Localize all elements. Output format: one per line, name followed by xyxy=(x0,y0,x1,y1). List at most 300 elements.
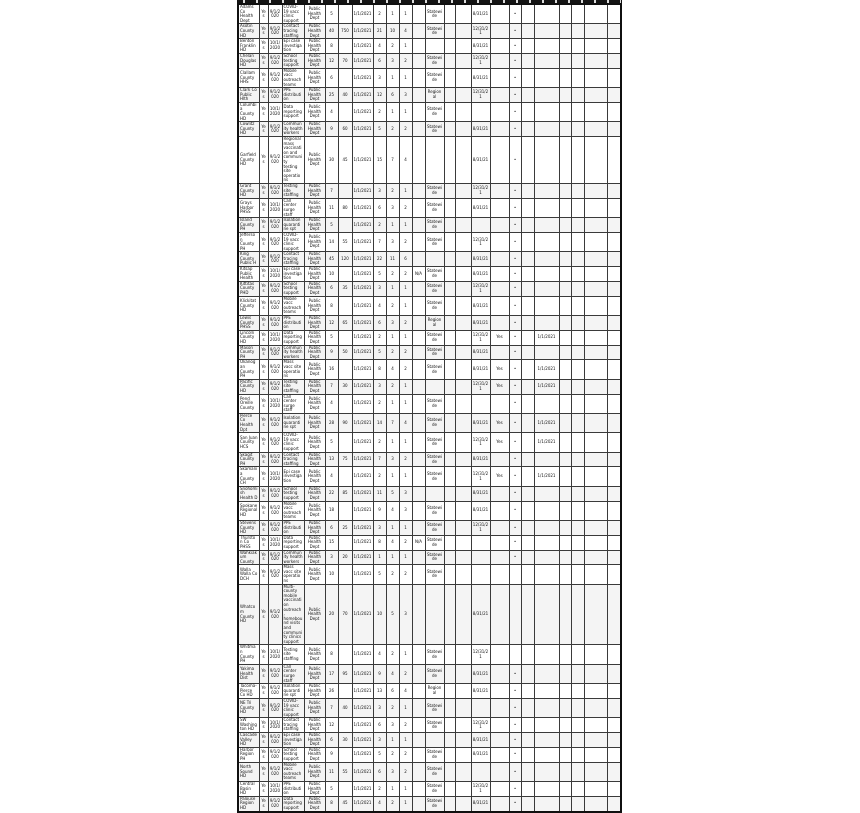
cell-flag-yes[interactable]: Yes xyxy=(259,379,268,394)
cell-empty[interactable] xyxy=(444,102,455,121)
cell-org-name[interactable]: SW Washington HD xyxy=(238,718,259,733)
cell-count-1[interactable]: 16 xyxy=(325,360,338,379)
cell-service-area[interactable]: Statewide xyxy=(425,122,444,137)
cell-empty[interactable] xyxy=(521,520,534,535)
cell-count-6[interactable] xyxy=(412,296,425,315)
cell-empty[interactable] xyxy=(455,53,471,68)
cell-empty[interactable] xyxy=(444,718,455,733)
cell-end-date[interactable] xyxy=(471,762,490,781)
cell-empty[interactable] xyxy=(584,520,607,535)
cell-org-name[interactable]: Cowlitz County HD xyxy=(238,122,259,137)
cell-department[interactable]: Public Health Dept xyxy=(304,698,325,717)
cell-service-area[interactable]: Statewide xyxy=(425,198,444,217)
cell-count-1[interactable]: 7 xyxy=(325,379,338,394)
cell-count-3[interactable]: 3 xyxy=(373,183,386,198)
cell-service-area[interactable] xyxy=(425,252,444,267)
cell-empty[interactable] xyxy=(607,433,621,452)
cell-empty[interactable] xyxy=(559,733,571,748)
cell-end-date[interactable]: 12/31/21 xyxy=(471,88,490,103)
cell-empty[interactable] xyxy=(571,137,584,184)
cell-effective-date[interactable]: 1/1/2021 xyxy=(352,122,373,137)
cell-empty[interactable] xyxy=(584,782,607,797)
cell-count-5[interactable]: 1 xyxy=(399,394,412,413)
cell-effective-date[interactable]: 1/1/2021 xyxy=(352,762,373,781)
cell-empty[interactable] xyxy=(521,252,534,267)
cell-marker[interactable]: • xyxy=(509,122,521,137)
cell-count-5[interactable]: 1 xyxy=(399,39,412,54)
cell-empty[interactable] xyxy=(571,520,584,535)
cell-empty[interactable] xyxy=(607,102,621,121)
cell-empty[interactable] xyxy=(455,218,471,233)
cell-empty[interactable] xyxy=(607,584,621,645)
cell-empty[interactable] xyxy=(444,360,455,379)
cell-empty[interactable] xyxy=(571,550,584,565)
cell-extra-date[interactable] xyxy=(534,232,559,251)
cell-empty[interactable] xyxy=(444,267,455,282)
cell-department[interactable]: Public Health Dept xyxy=(304,4,325,24)
cell-flag-2[interactable] xyxy=(490,501,509,520)
cell-marker[interactable]: • xyxy=(509,535,521,550)
cell-empty[interactable] xyxy=(607,281,621,296)
cell-flag-2[interactable]: Yes xyxy=(490,467,509,486)
cell-start-date[interactable]: 9/1/2020 xyxy=(268,281,282,296)
cell-count-6[interactable] xyxy=(412,102,425,121)
cell-count-1[interactable]: 5 xyxy=(325,433,338,452)
cell-service-area[interactable]: Statewide xyxy=(425,698,444,717)
cell-count-6[interactable] xyxy=(412,345,425,360)
cell-flag-yes[interactable]: Yes xyxy=(259,88,268,103)
cell-flag-2[interactable] xyxy=(490,796,509,811)
cell-end-date[interactable]: 12/31/21 xyxy=(471,183,490,198)
cell-count-6[interactable] xyxy=(412,360,425,379)
cell-empty[interactable] xyxy=(584,684,607,699)
cell-count-4[interactable]: 1 xyxy=(386,782,399,797)
cell-flag-2[interactable] xyxy=(490,520,509,535)
cell-empty[interactable] xyxy=(559,501,571,520)
cell-count-3[interactable]: 4 xyxy=(373,645,386,664)
cell-count-3[interactable]: 9 xyxy=(373,501,386,520)
cell-flag-yes[interactable]: Yes xyxy=(259,68,268,87)
cell-end-date[interactable]: 8/31/21 xyxy=(471,68,490,87)
cell-count-2[interactable] xyxy=(338,267,352,282)
cell-empty[interactable] xyxy=(559,68,571,87)
cell-empty[interactable] xyxy=(444,520,455,535)
cell-empty[interactable] xyxy=(444,24,455,39)
cell-empty[interactable] xyxy=(584,68,607,87)
cell-empty[interactable] xyxy=(607,565,621,584)
cell-flag-2[interactable] xyxy=(490,645,509,664)
cell-start-date[interactable]: 9/1/2020 xyxy=(268,733,282,748)
cell-empty[interactable] xyxy=(571,467,584,486)
cell-extra-date[interactable] xyxy=(534,565,559,584)
cell-count-4[interactable]: 1 xyxy=(386,733,399,748)
cell-marker[interactable]: • xyxy=(509,467,521,486)
cell-empty[interactable] xyxy=(521,296,534,315)
cell-department[interactable]: Public Health Dept xyxy=(304,102,325,121)
cell-service-area[interactable]: Statewide xyxy=(425,330,444,345)
cell-empty[interactable] xyxy=(455,796,471,811)
cell-count-6[interactable] xyxy=(412,664,425,683)
cell-empty[interactable] xyxy=(559,747,571,762)
cell-empty[interactable] xyxy=(444,501,455,520)
cell-org-name[interactable]: Klickitat County HD xyxy=(238,296,259,315)
cell-count-2[interactable] xyxy=(338,394,352,413)
cell-description[interactable]: Data reporting support xyxy=(282,102,304,121)
cell-count-5[interactable]: 2 xyxy=(399,232,412,251)
cell-empty[interactable] xyxy=(607,413,621,432)
cell-end-date[interactable] xyxy=(471,535,490,550)
cell-count-4[interactable]: 2 xyxy=(386,296,399,315)
cell-department[interactable]: Public Health Dept xyxy=(304,535,325,550)
cell-end-date[interactable]: 8/31/21 xyxy=(471,501,490,520)
cell-empty[interactable] xyxy=(444,39,455,54)
cell-description[interactable]: Multi-county mobile vaccination outreach, homebound visits and community clinics support xyxy=(283,583,303,644)
cell-empty[interactable] xyxy=(607,137,621,184)
cell-start-date[interactable]: 10/1/2020 xyxy=(268,394,282,413)
cell-empty[interactable] xyxy=(559,433,571,452)
cell-description[interactable]: Mass vacc site operations xyxy=(282,565,304,584)
cell-count-1[interactable]: 8 xyxy=(325,39,338,54)
cell-count-4[interactable]: 2 xyxy=(386,565,399,584)
cell-empty[interactable] xyxy=(584,252,607,267)
cell-count-4[interactable]: 1 xyxy=(386,433,399,452)
cell-org-name[interactable]: Snohomish Health D xyxy=(240,485,258,500)
cell-description[interactable]: Mobile vacc outreach teams xyxy=(282,296,304,315)
cell-effective-date[interactable]: 1/1/2021 xyxy=(352,68,373,87)
cell-flag-yes[interactable]: Yes xyxy=(259,394,268,413)
cell-org-name[interactable]: Cascade Valley HD xyxy=(238,733,259,748)
cell-count-2[interactable]: 45 xyxy=(338,137,352,184)
cell-count-5[interactable]: 1 xyxy=(399,330,412,345)
cell-count-4[interactable]: 2 xyxy=(386,747,399,762)
cell-empty[interactable] xyxy=(584,413,607,432)
cell-start-date[interactable]: 9/1/2020 xyxy=(268,550,282,565)
cell-count-4[interactable]: 3 xyxy=(386,452,399,467)
cell-count-1[interactable]: 8 xyxy=(325,296,338,315)
cell-empty[interactable] xyxy=(521,88,534,103)
cell-org-name[interactable]: Whitman County PH xyxy=(238,645,259,664)
cell-end-date[interactable]: 12/31/21 xyxy=(471,24,490,39)
cell-end-date[interactable]: 8/31/21 xyxy=(471,345,490,360)
cell-service-area[interactable]: Statewide xyxy=(425,796,444,811)
cell-count-3[interactable]: 10 xyxy=(373,584,386,645)
cell-end-date[interactable] xyxy=(471,550,490,565)
cell-flag-2[interactable] xyxy=(490,316,509,331)
cell-count-3[interactable]: 3 xyxy=(373,733,386,748)
cell-end-date[interactable]: 8/31/21 xyxy=(471,267,490,282)
cell-empty[interactable] xyxy=(607,718,621,733)
cell-empty[interactable] xyxy=(584,218,607,233)
cell-count-3[interactable]: 1 xyxy=(373,550,386,565)
cell-extra-date[interactable] xyxy=(534,394,559,413)
cell-flag-2[interactable]: Yes xyxy=(490,330,509,345)
cell-end-date[interactable]: 8/31/21 xyxy=(471,198,490,217)
cell-flag-yes[interactable]: Yes xyxy=(259,501,268,520)
cell-department[interactable]: Public Health Dept xyxy=(304,330,325,345)
cell-description[interactable]: Testing site staffing xyxy=(282,379,304,394)
cell-description[interactable]: School testing support xyxy=(282,486,304,501)
cell-start-date[interactable]: 10/1/2020 xyxy=(268,102,282,121)
cell-empty[interactable] xyxy=(521,762,534,781)
cell-empty[interactable] xyxy=(444,379,455,394)
cell-service-area[interactable]: Statewide xyxy=(425,345,444,360)
cell-empty[interactable] xyxy=(455,684,471,699)
cell-start-date[interactable]: 9/1/2020 xyxy=(268,183,282,198)
cell-empty[interactable] xyxy=(559,796,571,811)
cell-department[interactable]: Public Health Dept xyxy=(304,467,325,486)
cell-org-name[interactable]: Island County PH xyxy=(238,218,259,233)
cell-extra-date[interactable] xyxy=(534,664,559,683)
cell-count-3[interactable]: 2 xyxy=(373,4,386,24)
cell-department[interactable]: Public Health Dept xyxy=(304,584,325,645)
cell-effective-date[interactable]: 1/1/2021 xyxy=(352,467,373,486)
cell-empty[interactable] xyxy=(584,316,607,331)
cell-effective-date[interactable]: 1/1/2021 xyxy=(352,394,373,413)
cell-count-6[interactable] xyxy=(412,198,425,217)
cell-service-area[interactable]: Statewide xyxy=(425,232,444,251)
cell-empty[interactable] xyxy=(521,24,534,39)
cell-empty[interactable] xyxy=(571,218,584,233)
cell-flag-2[interactable] xyxy=(490,137,509,184)
cell-empty[interactable] xyxy=(521,232,534,251)
cell-marker[interactable]: • xyxy=(509,345,521,360)
cell-empty[interactable] xyxy=(607,232,621,251)
cell-empty[interactable] xyxy=(607,68,621,87)
cell-effective-date[interactable]: 1/1/2021 xyxy=(352,733,373,748)
cell-empty[interactable] xyxy=(571,394,584,413)
cell-count-3[interactable]: 7 xyxy=(373,452,386,467)
cell-empty[interactable] xyxy=(607,379,621,394)
cell-count-1[interactable]: 18 xyxy=(325,501,338,520)
cell-count-3[interactable]: 4 xyxy=(373,39,386,54)
cell-end-date[interactable]: 12/31/21 xyxy=(471,281,490,296)
cell-count-2[interactable] xyxy=(338,218,352,233)
cell-empty[interactable] xyxy=(559,698,571,717)
cell-empty[interactable] xyxy=(521,584,534,645)
cell-flag-2[interactable] xyxy=(490,762,509,781)
cell-effective-date[interactable]: 1/1/2021 xyxy=(352,232,373,251)
cell-org-name[interactable]: Kittitas County PHD xyxy=(238,281,259,296)
cell-count-5[interactable]: 3 xyxy=(399,584,412,645)
cell-marker[interactable]: • xyxy=(509,733,521,748)
cell-extra-date[interactable] xyxy=(534,252,559,267)
cell-description[interactable]: Epi case investigation xyxy=(282,39,304,54)
cell-count-4[interactable]: 1 xyxy=(386,68,399,87)
cell-empty[interactable] xyxy=(571,252,584,267)
cell-description[interactable]: School testing support xyxy=(282,53,304,68)
cell-start-date[interactable]: 10/1/2020 xyxy=(268,330,282,345)
cell-service-area[interactable]: Statewide xyxy=(425,535,444,550)
cell-empty[interactable] xyxy=(559,232,571,251)
cell-flag-2[interactable] xyxy=(490,88,509,103)
cell-count-5[interactable]: 1 xyxy=(399,782,412,797)
cell-department[interactable]: Public Health Dept xyxy=(304,218,325,233)
cell-flag-yes[interactable]: Yes xyxy=(259,698,268,717)
cell-empty[interactable] xyxy=(559,252,571,267)
cell-empty[interactable] xyxy=(444,296,455,315)
cell-service-area[interactable]: Statewide xyxy=(425,520,444,535)
cell-description[interactable]: COVID-19 vacc clinic support xyxy=(282,232,304,251)
cell-count-1[interactable]: 11 xyxy=(325,198,338,217)
cell-org-name[interactable]: Lincoln County HD xyxy=(238,330,259,345)
cell-empty[interactable] xyxy=(571,584,584,645)
cell-count-2[interactable]: 65 xyxy=(338,316,352,331)
cell-count-5[interactable]: 3 xyxy=(399,501,412,520)
cell-flag-2[interactable] xyxy=(490,394,509,413)
cell-end-date[interactable]: 12/31/21 xyxy=(471,645,490,664)
cell-empty[interactable] xyxy=(607,218,621,233)
cell-count-1[interactable]: 25 xyxy=(325,88,338,103)
cell-description[interactable]: Data reporting support xyxy=(282,535,304,550)
cell-empty[interactable] xyxy=(571,664,584,683)
cell-extra-date[interactable] xyxy=(534,24,559,39)
cell-end-date[interactable]: 8/31/21 xyxy=(471,747,490,762)
cell-marker[interactable]: • xyxy=(509,796,521,811)
cell-service-area[interactable]: Statewide xyxy=(425,360,444,379)
cell-service-area[interactable]: Statewide xyxy=(425,394,444,413)
cell-count-3[interactable]: 8 xyxy=(373,535,386,550)
cell-count-2[interactable] xyxy=(338,330,352,345)
cell-empty[interactable] xyxy=(455,232,471,251)
cell-empty[interactable] xyxy=(455,747,471,762)
cell-empty[interactable] xyxy=(571,501,584,520)
cell-empty[interactable] xyxy=(521,316,534,331)
cell-department[interactable]: Public Health Dept xyxy=(304,782,325,797)
cell-count-3[interactable]: 3 xyxy=(373,520,386,535)
cell-description[interactable]: School testing support xyxy=(282,281,304,296)
cell-description[interactable]: Mobile vacc outreach teams xyxy=(282,762,304,781)
cell-count-4[interactable]: 3 xyxy=(386,198,399,217)
cell-flag-2[interactable] xyxy=(490,664,509,683)
cell-count-5[interactable]: 1 xyxy=(399,433,412,452)
cell-service-area[interactable]: Statewide xyxy=(425,281,444,296)
cell-end-date[interactable]: 8/31/21 xyxy=(471,316,490,331)
cell-department[interactable]: Public Health Dept xyxy=(304,252,325,267)
cell-empty[interactable] xyxy=(455,394,471,413)
cell-count-3[interactable]: 14 xyxy=(373,413,386,432)
cell-count-6[interactable] xyxy=(412,183,425,198)
cell-org-name[interactable]: Walla Walla Co DCH xyxy=(238,565,259,584)
cell-extra-date[interactable] xyxy=(534,550,559,565)
cell-count-5[interactable]: 2 xyxy=(399,267,412,282)
cell-empty[interactable] xyxy=(444,183,455,198)
cell-count-2[interactable]: 55 xyxy=(338,762,352,781)
cell-department[interactable]: Public Health Dept xyxy=(304,232,325,251)
cell-service-area[interactable]: Statewide xyxy=(425,53,444,68)
cell-flag-2[interactable] xyxy=(490,584,509,645)
cell-empty[interactable] xyxy=(571,684,584,699)
cell-marker[interactable]: • xyxy=(509,88,521,103)
cell-empty[interactable] xyxy=(455,345,471,360)
cell-flag-yes[interactable]: Yes xyxy=(259,267,268,282)
cell-count-2[interactable]: 95 xyxy=(338,664,352,683)
cell-count-4[interactable]: 11 xyxy=(386,252,399,267)
cell-end-date[interactable]: 8/31/21 xyxy=(471,664,490,683)
cell-service-area[interactable] xyxy=(425,486,444,501)
cell-count-4[interactable]: 3 xyxy=(386,316,399,331)
cell-marker[interactable]: • xyxy=(509,394,521,413)
cell-empty[interactable] xyxy=(559,88,571,103)
cell-count-6[interactable] xyxy=(412,501,425,520)
cell-end-date[interactable]: 12/31/21 xyxy=(471,379,490,394)
cell-empty[interactable] xyxy=(559,137,571,184)
cell-start-date[interactable]: 10/1/2020 xyxy=(268,645,282,664)
cell-marker[interactable]: • xyxy=(509,316,521,331)
cell-empty[interactable] xyxy=(521,68,534,87)
cell-start-date[interactable]: 9/1/2020 xyxy=(268,296,282,315)
cell-empty[interactable] xyxy=(444,122,455,137)
cell-count-6[interactable] xyxy=(412,379,425,394)
cell-empty[interactable] xyxy=(444,796,455,811)
cell-empty[interactable] xyxy=(455,565,471,584)
cell-empty[interactable] xyxy=(455,198,471,217)
cell-empty[interactable] xyxy=(444,252,455,267)
cell-marker[interactable]: • xyxy=(509,198,521,217)
cell-empty[interactable] xyxy=(559,198,571,217)
cell-count-3[interactable]: 6 xyxy=(373,198,386,217)
cell-end-date[interactable]: 8/31/21 xyxy=(471,584,490,645)
cell-empty[interactable] xyxy=(571,762,584,781)
cell-service-area[interactable]: Statewide xyxy=(425,452,444,467)
cell-empty[interactable] xyxy=(559,122,571,137)
cell-count-6[interactable] xyxy=(412,394,425,413)
cell-empty[interactable] xyxy=(455,360,471,379)
cell-effective-date[interactable]: 1/1/2021 xyxy=(352,24,373,39)
cell-count-5[interactable]: 2 xyxy=(399,53,412,68)
cell-empty[interactable] xyxy=(455,88,471,103)
cell-empty[interactable] xyxy=(521,684,534,699)
cell-count-5[interactable]: 4 xyxy=(399,137,412,184)
cell-department[interactable]: Public Health Dept xyxy=(304,88,325,103)
cell-start-date[interactable]: 9/1/2020 xyxy=(268,379,282,394)
cell-empty[interactable] xyxy=(444,733,455,748)
cell-flag-yes[interactable]: Yes xyxy=(259,39,268,54)
cell-end-date[interactable]: 8/31/21 xyxy=(471,137,490,184)
cell-effective-date[interactable]: 1/1/2021 xyxy=(352,664,373,683)
cell-empty[interactable] xyxy=(584,645,607,664)
cell-empty[interactable] xyxy=(521,39,534,54)
cell-count-2[interactable] xyxy=(338,565,352,584)
cell-count-2[interactable] xyxy=(338,360,352,379)
cell-end-date[interactable] xyxy=(471,102,490,121)
cell-count-3[interactable]: 22 xyxy=(373,252,386,267)
cell-empty[interactable] xyxy=(521,452,534,467)
cell-marker[interactable]: • xyxy=(509,698,521,717)
cell-count-5[interactable]: 1 xyxy=(399,4,412,24)
cell-empty[interactable] xyxy=(521,281,534,296)
cell-count-2[interactable]: 120 xyxy=(338,252,352,267)
cell-extra-date[interactable] xyxy=(534,535,559,550)
cell-empty[interactable] xyxy=(444,747,455,762)
cell-empty[interactable] xyxy=(559,296,571,315)
cell-empty[interactable] xyxy=(559,413,571,432)
cell-empty[interactable] xyxy=(521,413,534,432)
cell-org-name[interactable]: Jefferson County PH xyxy=(238,232,259,251)
cell-count-4[interactable]: 1 xyxy=(386,330,399,345)
cell-marker[interactable]: • xyxy=(509,281,521,296)
cell-empty[interactable] xyxy=(571,345,584,360)
cell-marker[interactable]: • xyxy=(509,360,521,379)
cell-effective-date[interactable]: 1/1/2021 xyxy=(352,535,373,550)
cell-org-name[interactable]: Palouse Region HD xyxy=(238,796,259,811)
cell-start-date[interactable]: 10/1/2020 xyxy=(268,467,282,486)
cell-empty[interactable] xyxy=(571,452,584,467)
cell-description[interactable]: PPE distribution xyxy=(282,782,304,797)
cell-end-date[interactable]: 8/31/21 xyxy=(471,360,490,379)
cell-start-date[interactable]: 10/1/2020 xyxy=(268,198,282,217)
cell-empty[interactable] xyxy=(559,4,571,24)
cell-empty[interactable] xyxy=(584,53,607,68)
